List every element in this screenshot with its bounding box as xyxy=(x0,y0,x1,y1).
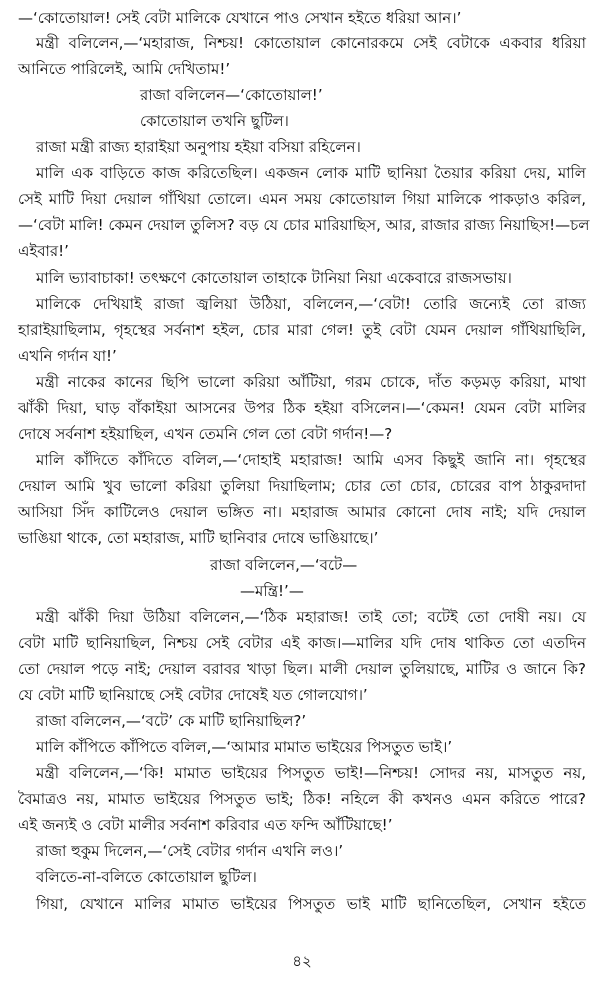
text-line: যে বেটা মাটি ছানিয়াছে সেই বেটার দোষেই যত গোলযোগ।’ xyxy=(18,686,368,704)
book-page xyxy=(18,6,590,981)
text-line: রাজা হুকুম দিলেন,—‘সেই বেটার গর্দান এখনি লও।’ xyxy=(36,842,344,860)
text-line: তো দেয়াল পড়ে নাই; দেয়াল বরাবর খাড়া ছিল। মালী দেয়াল তুলিয়াছে, মাটির ও জানে কি? xyxy=(18,660,586,678)
text-line: কোতোয়াল তখনি ছুটিল। xyxy=(140,112,289,130)
text-line: —মন্ত্রি!’— xyxy=(240,582,304,600)
text-line: রাজা মন্ত্রী রাজ্য হারাইয়া অনুপায় হইয়া বসিয়া রহিলেন। xyxy=(36,138,361,156)
text-line: মালিকে দেখিয়াই রাজা জ্বলিয়া উঠিয়া, বলিলেন,—‘বেটা! তোরি জন্যেই তো রাজ্য xyxy=(36,295,586,313)
text-line: মালি কাঁপিতে কাঁপিতে বলিল,—‘আমার মামাত ভাইয়ের পিসতুত ভাই।’ xyxy=(36,738,453,756)
text-line: বলিতে-না-বলিতে কোতোয়াল ছুটিল। xyxy=(36,868,257,886)
text-line: মন্ত্রী নাকের কানের ছিপি ভালো করিয়া আঁটিয়া, গরম চোকে, দাঁত কড়মড় করিয়া, মাথা xyxy=(36,373,586,391)
text-line: দেয়াল আমি খুব ভালো করিয়া তুলিয়া দিয়াছিলাম; চোর তো চোর, চোরের বাপ ঠাকুরদাদা xyxy=(18,477,586,495)
page-number: ৪২ xyxy=(292,952,312,970)
text-line: মালি ভ্যাবাচাকা! তৎক্ষণে কোতোয়াল তাহাকে টানিয়া নিয়া একেবারে রাজসভায়। xyxy=(36,269,512,287)
text-line: —‘বেটা মালি! কেমন দেয়াল তুলিস? বড় যে চোর মারিয়াছিস, আর, রাজার রাজ্য নিয়াছিস!—চল xyxy=(18,216,590,234)
text-line: এখনি গর্দান যা!’ xyxy=(18,347,117,365)
text-line: এইবার!’ xyxy=(18,242,69,260)
text-line: গিয়া, যেখানে মালির মামাত ভাইয়ের পিসতুত ভাই মাটি ছানিতেছিল, সেখান হইতে xyxy=(36,895,586,913)
text-line: বেটা মাটি ছানিয়াছিল, নিশ্চয় সেই বেটার এই কাজ।—মালির যদি দোষ থাকিত তো এতদিন xyxy=(18,634,586,652)
text-line: রাজা বলিলেন—‘কোতোয়াল!’ xyxy=(140,86,323,104)
text-line: এই জন্যই ও বেটা মালীর সর্বনাশ করিবার এত ফন্দি আঁটিয়াছে!’ xyxy=(18,816,393,834)
text-line: দোষে সর্বনাশ হইয়াছিল, এখন তেমনি গেল তো বেটা গর্দান!—? xyxy=(18,425,393,443)
text-line: মালি এক বাড়িতে কাজ করিতেছিল। একজন লোক মাটি ছানিয়া তৈয়ার করিয়া দেয়, মালি xyxy=(36,164,586,182)
text-line: —‘কোতোয়াল! সেই বেটা মালিকে যেখানে পাও সেখান হইতে ধরিয়া আন।’ xyxy=(18,9,462,27)
text-line: আনিতে পারিলেই, আমি দেখিতাম!’ xyxy=(18,60,231,78)
text-line: মন্ত্রী বলিলেন,—‘কি! মামাত ভাইয়ের পিসতুত ভাই!—নিশ্চয়! সোদর নয়, মাসতুত নয়, xyxy=(36,764,586,782)
text-line: রাজা বলিলেন,—‘বটে’ কে মাটি ছানিয়াছিল?’ xyxy=(36,712,307,730)
text-line: ঝাঁকী দিয়া, ঘাড় বাঁকাইয়া আসনের উপর ঠিক হইয়া বসিলেন।—‘কেমন! যেমন বেটা মালির xyxy=(18,399,586,417)
text-line: মন্ত্রী ঝাঁকী দিয়া উঠিয়া বলিলেন,—‘ঠিক মহারাজ! তাই তো; বটেই তো দোষী নয়। যে xyxy=(36,608,586,626)
text-line: হারাইয়াছিলাম, গৃহস্থের সর্বনাশ হইল, চোর মারা গেল! তুই বেটা যেমন দেয়াল গাঁথিয়াছিলি, xyxy=(18,321,586,339)
text-line: আসিয়া সিঁদ কাটিলেও দেয়াল ভঙ্গিত না। মহারাজ আমার কোনো দোষ নাই; যদি দেয়াল xyxy=(18,503,586,521)
text-line: রাজা বলিলেন,—‘বটে— xyxy=(210,556,358,574)
text-line: বৈমাত্রও নয়, মামাত ভাইয়ের পিসতুত ভাই; ঠিক! নহিলে কী কখনও এমন করিতে পারে? xyxy=(18,790,586,808)
text-line: মালি কাঁদিতে কাঁদিতে বলিল,—‘দোহাই মহারাজ! আমি এসব কিছুই জানি না। গৃহস্থের xyxy=(36,451,586,469)
text-line: মন্ত্রী বলিলেন,—‘মহারাজ, নিশ্চয়! কোতোয়াল কোনোরকমে সেই বেটাকে একবার ধরিয়া xyxy=(36,34,586,52)
text-line: ভাঙিয়া থাকে, তো মহারাজ, মাটি ছানিবার দোষে ভাঙিয়াছে।’ xyxy=(18,529,379,547)
text-line: সেই মাটি দিয়া দেয়াল গাঁথিয়া তোলে। এমন সময় কোতোয়াল গিয়া মালিকে পাকড়াও করিল, xyxy=(18,190,586,208)
